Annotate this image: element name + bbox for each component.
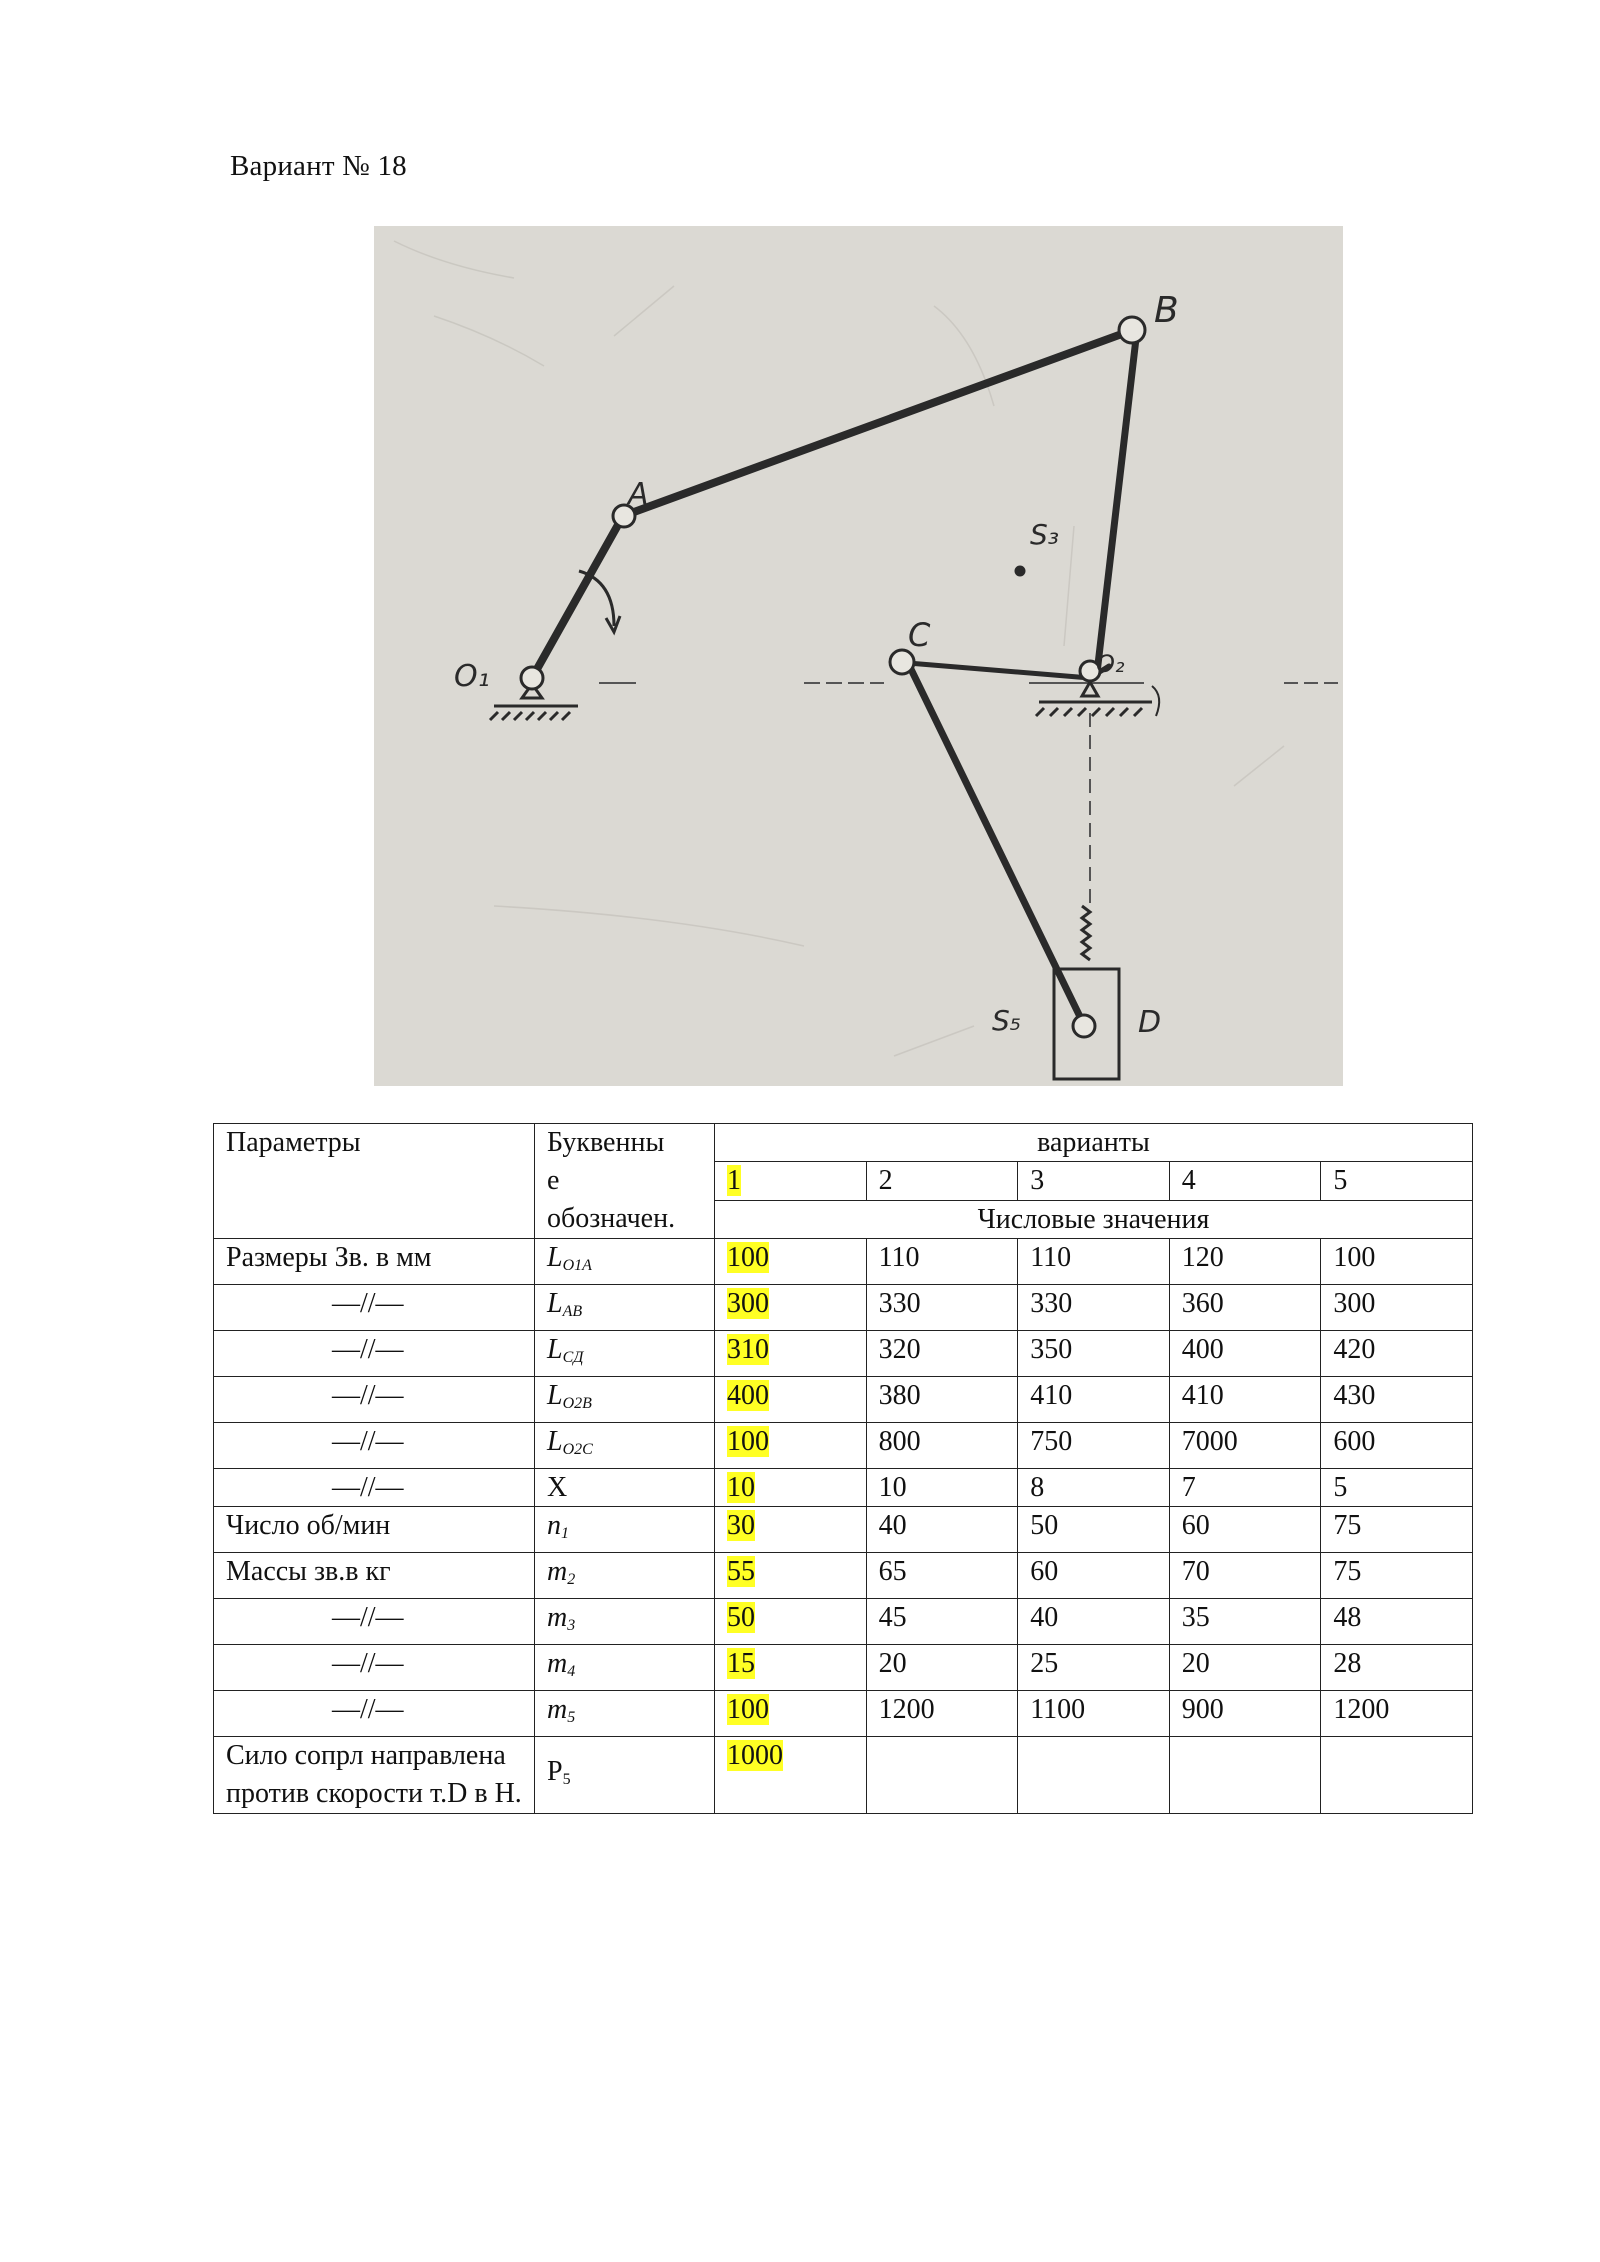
force-value-3: [1018, 1737, 1170, 1814]
row-symbol-letter: m: [547, 1648, 568, 1679]
row-value-variant-5: 75: [1321, 1553, 1473, 1599]
variant-number-3: 3: [1018, 1162, 1170, 1200]
highlight: 50: [727, 1602, 755, 1633]
row-symbol-subscript: 1: [561, 1525, 569, 1542]
label-s5: S₅: [992, 1004, 1021, 1037]
row-value-variant-1: [715, 1285, 867, 1331]
label-o2: O₂: [1096, 650, 1125, 678]
row-value-variant-2: 65: [866, 1553, 1018, 1599]
table-row: [214, 1285, 1473, 1331]
row-symbol-letter: L: [547, 1334, 563, 1365]
row-symbol-letter: L: [547, 1288, 563, 1319]
highlight: 100: [727, 1426, 769, 1457]
row-value-variant-1: [715, 1469, 867, 1507]
row-value-variant-4: 7: [1169, 1469, 1321, 1507]
row-symbol-letter: L: [547, 1380, 563, 1411]
header-row-1: [214, 1124, 1473, 1162]
link-co2: [908, 663, 1090, 678]
table-row: [214, 1507, 1473, 1553]
row-value-variant-3: 8: [1018, 1469, 1170, 1507]
scan-texture: [394, 241, 1284, 1056]
row-value-variant-2: 320: [866, 1331, 1018, 1377]
row-value-variant-2: 800: [866, 1423, 1018, 1469]
row-parameter: —//—: [214, 1691, 535, 1737]
row-value-variant-5: 600: [1321, 1423, 1473, 1469]
link-cd: [908, 663, 1085, 1027]
variant-number-2: 2: [866, 1162, 1018, 1200]
variant-title: Вариант № 18: [230, 150, 407, 182]
row-value-variant-5: 75: [1321, 1507, 1473, 1553]
row-symbol-letter: m: [547, 1602, 568, 1633]
row-value-variant-1: [715, 1423, 867, 1469]
row-parameter: —//—: [214, 1377, 535, 1423]
row-symbol-subscript: 3: [567, 1617, 576, 1634]
header-symbols-line1: Буквенны: [547, 1127, 665, 1158]
table-row: [214, 1423, 1473, 1469]
row-value-variant-3: 50: [1018, 1507, 1170, 1553]
row-value-variant-1: [715, 1691, 867, 1737]
mechanism-drawing: [374, 226, 1343, 1086]
row-value-variant-3: 750: [1018, 1423, 1170, 1469]
row-value-variant-3: 40: [1018, 1599, 1170, 1645]
highlight: 300: [727, 1288, 769, 1319]
table-row: [214, 1691, 1473, 1737]
joint-d: [1073, 1015, 1095, 1037]
label-o1: O₁: [454, 659, 490, 694]
row-value-variant-2: 20: [866, 1645, 1018, 1691]
row-value-variant-2: 40: [866, 1507, 1018, 1553]
label-a: A: [628, 477, 649, 512]
row-parameter: —//—: [214, 1469, 535, 1507]
center-of-mass-s3: [1016, 567, 1024, 575]
row-symbol: [535, 1423, 715, 1469]
row-parameter: —//—: [214, 1423, 535, 1469]
table-row: [214, 1645, 1473, 1691]
row-symbol: [535, 1645, 715, 1691]
row-symbol-subscript: 5: [567, 1709, 576, 1726]
highlight: 10: [727, 1472, 755, 1503]
row-symbol-subscript: 4: [567, 1663, 576, 1680]
mechanism-links: [532, 330, 1137, 1027]
row-value-variant-5: 1200: [1321, 1691, 1473, 1737]
supports: [490, 682, 1159, 720]
table-row: [214, 1331, 1473, 1377]
force-symbol: [535, 1737, 715, 1814]
row-value-variant-3: 60: [1018, 1553, 1170, 1599]
joint-b: [1119, 317, 1145, 343]
force-value-1: [715, 1737, 867, 1814]
row-value-variant-4: 400: [1169, 1331, 1321, 1377]
row-symbol-subscript: O2B: [562, 1395, 592, 1412]
row-parameter: —//—: [214, 1645, 535, 1691]
row-value-variant-1: [715, 1599, 867, 1645]
header-symbols: [535, 1124, 715, 1239]
force-value-5: [1321, 1737, 1473, 1814]
row-symbol-letter: m: [547, 1694, 568, 1725]
link-ab: [623, 331, 1130, 516]
table-row: [214, 1239, 1473, 1285]
highlight: 1000: [727, 1740, 783, 1771]
header-numeric-values: Числовые значения: [715, 1200, 1473, 1238]
table-row: [214, 1469, 1473, 1507]
force-value-4: [1169, 1737, 1321, 1814]
variant-number-1: [715, 1162, 867, 1200]
row-symbol: [535, 1239, 715, 1285]
label-b: B: [1154, 290, 1179, 331]
force-row: [214, 1737, 1473, 1814]
row-value-variant-2: 110: [866, 1239, 1018, 1285]
row-value-variant-2: 380: [866, 1377, 1018, 1423]
row-symbol: [535, 1285, 715, 1331]
row-symbol: [535, 1469, 715, 1507]
row-parameter: —//—: [214, 1599, 535, 1645]
variant-number-5: 5: [1321, 1162, 1473, 1200]
guide-spring: [1082, 906, 1090, 960]
row-value-variant-5: 430: [1321, 1377, 1473, 1423]
row-symbol: [535, 1331, 715, 1377]
row-value-variant-2: 1200: [866, 1691, 1018, 1737]
row-parameter: —//—: [214, 1331, 535, 1377]
joint-o1: [521, 667, 543, 689]
row-value-variant-3: 25: [1018, 1645, 1170, 1691]
row-symbol-letter: m: [547, 1556, 568, 1587]
row-value-variant-2: 45: [866, 1599, 1018, 1645]
row-value-variant-5: 5: [1321, 1469, 1473, 1507]
highlight: 100: [727, 1694, 769, 1725]
row-symbol-letter: L: [547, 1242, 563, 1273]
row-symbol: [535, 1599, 715, 1645]
row-value-variant-1: [715, 1331, 867, 1377]
table-row: [214, 1553, 1473, 1599]
row-value-variant-5: 420: [1321, 1331, 1473, 1377]
label-c: C: [908, 616, 931, 654]
table-row: [214, 1377, 1473, 1423]
row-value-variant-1: [715, 1507, 867, 1553]
label-d: D: [1138, 1005, 1162, 1040]
row-value-variant-4: 35: [1169, 1599, 1321, 1645]
link-bo2: [1097, 330, 1137, 673]
row-value-variant-4: 410: [1169, 1377, 1321, 1423]
row-value-variant-3: 330: [1018, 1285, 1170, 1331]
highlight: 15: [727, 1648, 755, 1679]
highlight: 1: [727, 1165, 741, 1197]
parameters-table: [213, 1123, 1473, 1814]
row-value-variant-5: 100: [1321, 1239, 1473, 1285]
row-value-variant-2: 330: [866, 1285, 1018, 1331]
force-param: Сило сопрл направлена против скорости т.D в Н.: [214, 1737, 535, 1814]
row-value-variant-3: 1100: [1018, 1691, 1170, 1737]
row-value-variant-4: 60: [1169, 1507, 1321, 1553]
row-parameter: —//—: [214, 1285, 535, 1331]
row-value-variant-4: 900: [1169, 1691, 1321, 1737]
row-value-variant-4: 120: [1169, 1239, 1321, 1285]
row-symbol-subscript: СД: [562, 1349, 584, 1366]
row-symbol-letter: X: [547, 1472, 568, 1503]
row-symbol: [535, 1691, 715, 1737]
row-value-variant-1: [715, 1645, 867, 1691]
row-value-variant-4: 70: [1169, 1553, 1321, 1599]
row-symbol-letter: L: [547, 1426, 563, 1457]
highlight: 30: [727, 1510, 755, 1541]
header-variants: варианты: [715, 1124, 1473, 1162]
force-value-2: [866, 1737, 1018, 1814]
row-value-variant-3: 410: [1018, 1377, 1170, 1423]
variant-number-4: 4: [1169, 1162, 1321, 1200]
drawing-labels: [454, 290, 1179, 1040]
row-value-variant-4: 360: [1169, 1285, 1321, 1331]
row-parameter: Число об/мин: [214, 1507, 535, 1553]
highlight: 55: [727, 1556, 755, 1587]
highlight: 100: [727, 1242, 769, 1273]
force-symbol-letter: P: [547, 1755, 563, 1787]
row-value-variant-5: 28: [1321, 1645, 1473, 1691]
row-symbol-letter: n: [547, 1510, 561, 1541]
highlight: 310: [727, 1334, 769, 1365]
row-symbol: [535, 1377, 715, 1423]
row-value-variant-1: [715, 1377, 867, 1423]
row-value-variant-1: [715, 1553, 867, 1599]
row-parameter: Массы зв.в кг: [214, 1553, 535, 1599]
row-value-variant-5: 300: [1321, 1285, 1473, 1331]
row-value-variant-1: [715, 1239, 867, 1285]
row-value-variant-3: 350: [1018, 1331, 1170, 1377]
row-symbol-subscript: 2: [567, 1571, 576, 1588]
force-symbol-sub: 5: [562, 1770, 571, 1788]
header-symbols-line3: обозначен.: [547, 1203, 676, 1234]
header-parameters: Параметры: [214, 1124, 535, 1239]
label-s3: S₃: [1030, 518, 1059, 551]
row-symbol: [535, 1507, 715, 1553]
row-value-variant-4: 7000: [1169, 1423, 1321, 1469]
slider-assembly: [1054, 906, 1119, 1079]
table-row: [214, 1599, 1473, 1645]
row-parameter: Размеры Зв. в мм: [214, 1239, 535, 1285]
row-symbol-subscript: O2C: [562, 1441, 593, 1458]
row-symbol-subscript: O1A: [562, 1257, 592, 1274]
row-symbol-subscript: AB: [562, 1303, 583, 1320]
header-symbols-line2: е: [547, 1165, 560, 1196]
highlight: 400: [727, 1380, 769, 1411]
row-value-variant-4: 20: [1169, 1645, 1321, 1691]
row-value-variant-5: 48: [1321, 1599, 1473, 1645]
row-value-variant-2: 10: [866, 1469, 1018, 1507]
row-symbol: [535, 1553, 715, 1599]
row-value-variant-3: 110: [1018, 1239, 1170, 1285]
